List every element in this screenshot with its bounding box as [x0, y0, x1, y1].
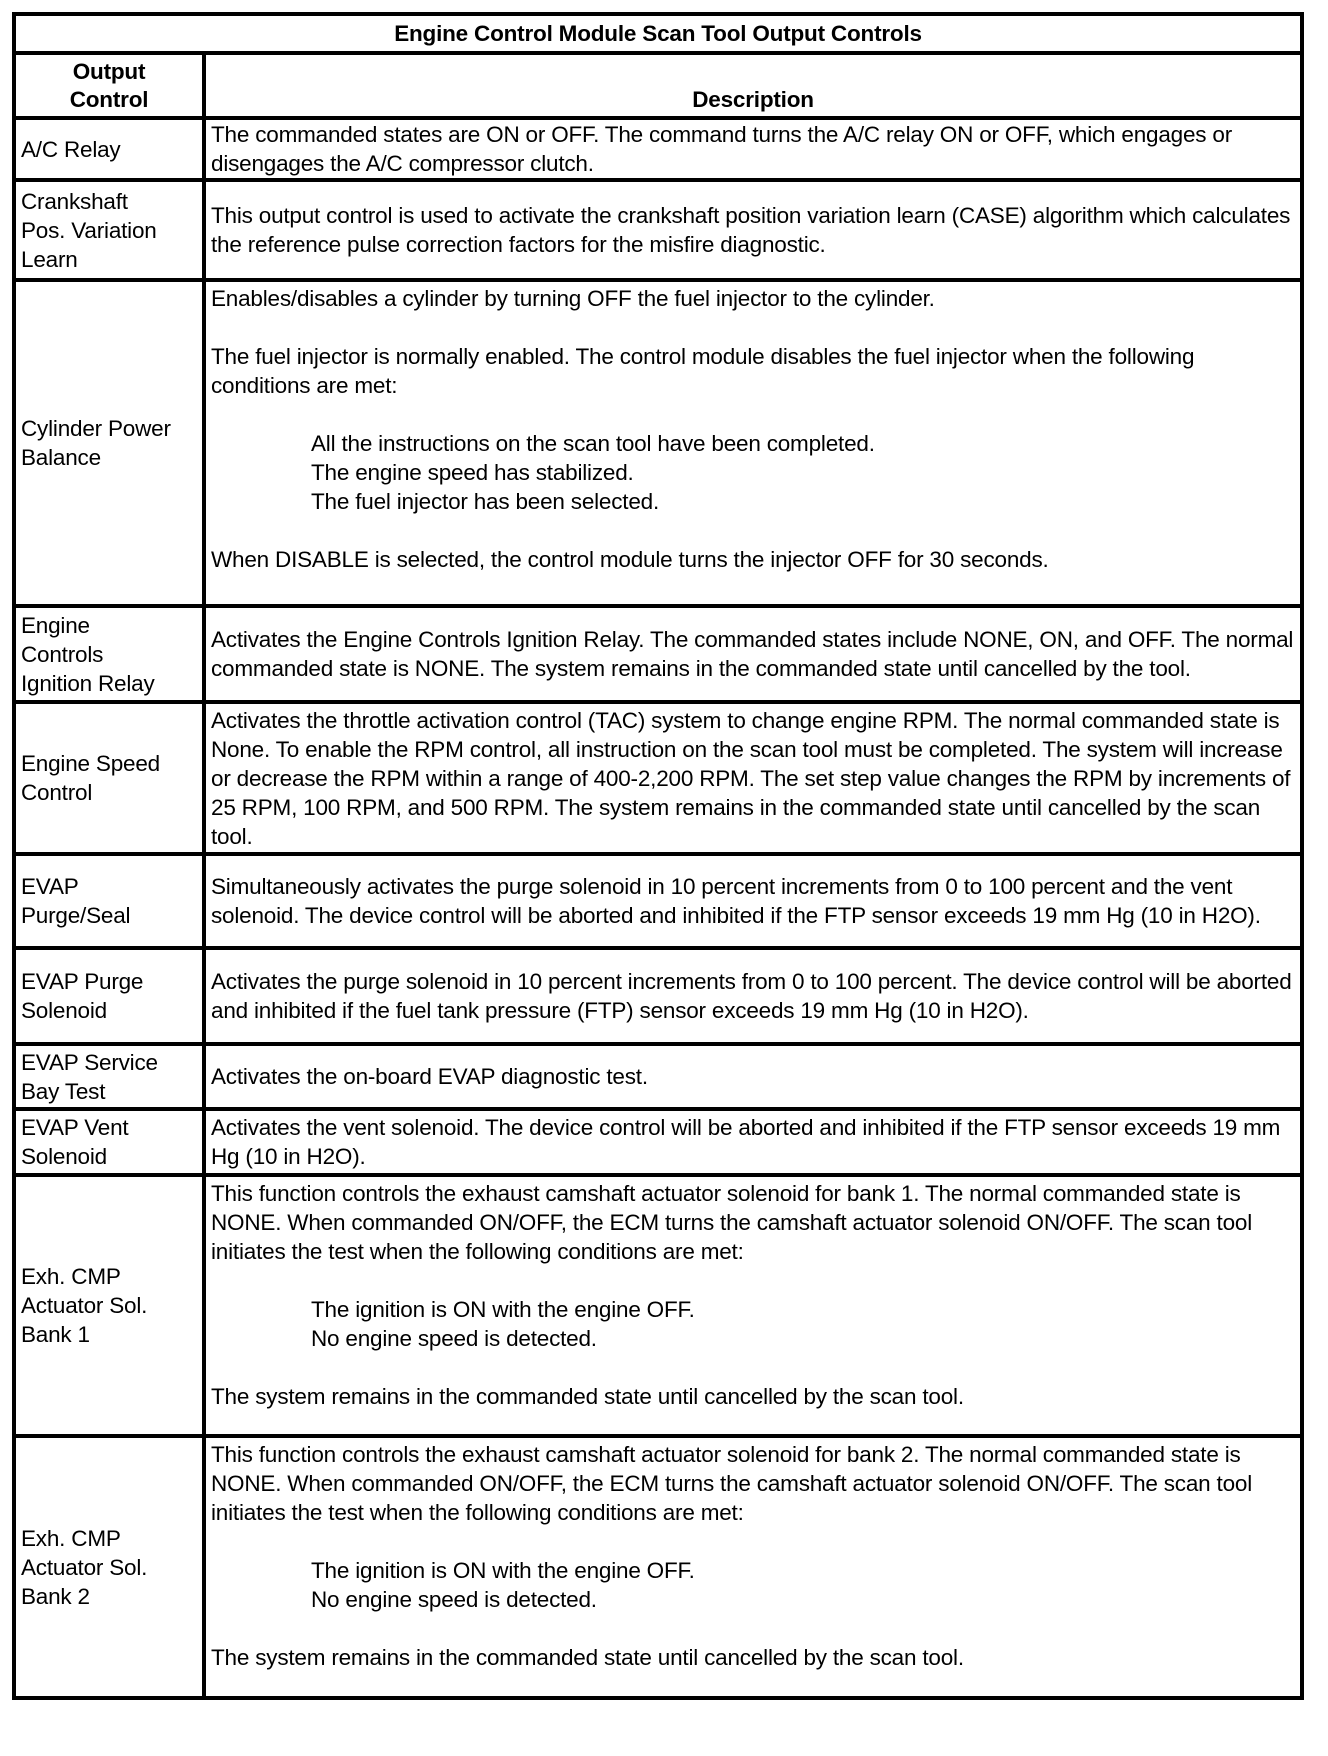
table-row: [14, 280, 1302, 606]
output-control-name: Engine Controls Ignition Relay: [14, 606, 204, 702]
table-title: Engine Control Module Scan Tool Output Controls: [14, 14, 1302, 53]
column-header-output-control: Output Control: [14, 53, 204, 118]
condition-item: The ignition is ON with the engine OFF.: [311, 1558, 695, 1583]
output-control-description: Activates the Engine Controls Ignition Relay. The commanded states include NONE, ON, and OFF. The normal commanded state is NONE. The system remains in the commanded state until cancelled by the tool.: [204, 606, 1302, 702]
table-row: [14, 948, 1302, 1044]
table-row: [14, 1175, 1302, 1436]
output-control-name: Exh. CMP Actuator Sol. Bank 1: [14, 1175, 204, 1436]
output-control-description: This function controls the exhaust camshaft actuator solenoid for bank 1. The normal commanded state is NONE. When commanded ON/OFF, the ECM turns the camshaft actuator solenoid ON/OFF. The scan tool initiates the test when the following conditions are met: The ignition is ON with the engine OFF. No engine speed is detected. The system remains in the commanded state until cancelled by the scan tool.: [204, 1175, 1302, 1436]
output-control-description: Activates the throttle activation control (TAC) system to change engine RPM. The normal commanded state is None. To enable the RPM control, all instruction on the scan tool must be completed. The system will increase or decrease the RPM within a range of 400-2,200 RPM. The set step value changes the RPM by increments of 25 RPM, 100 RPM, and 500 RPM. The system remains in the commanded state until cancelled by the scan tool.: [204, 702, 1302, 854]
output-control-description: Enables/disables a cylinder by turning OFF the fuel injector to the cylinder. The fuel injector is normally enabled. The control module disables the fuel injector when the following conditions are met: All the instructions on the scan tool have been completed. The engine speed has stabilized. The fuel injector has been selected. When DISABLE is selected, the control module turns the injector OFF for 30 seconds.: [204, 280, 1302, 606]
condition-item: All the instructions on the scan tool have been completed.: [311, 431, 875, 456]
output-control-name: EVAP Vent Solenoid: [14, 1109, 204, 1175]
table-row: [14, 1044, 1302, 1109]
table-row: [14, 606, 1302, 702]
output-control-description: Simultaneously activates the purge solenoid in 10 percent increments from 0 to 100 percent and the vent solenoid. The device control will be aborted and inhibited if the FTP sensor exceeds 19 mm Hg (10 in H2O).: [204, 854, 1302, 948]
output-control-name: A/C Relay: [14, 118, 204, 180]
table-row: [14, 702, 1302, 854]
output-controls-table: [12, 12, 1304, 1700]
output-control-description: Activates the purge solenoid in 10 percent increments from 0 to 100 percent. The device control will be aborted and inhibited if the fuel tank pressure (FTP) sensor exceeds 19 mm Hg (10 in H2O).: [204, 948, 1302, 1044]
output-control-name: Crankshaft Pos. Variation Learn: [14, 180, 204, 280]
condition-item: The ignition is ON with the engine OFF.: [311, 1297, 695, 1322]
condition-item: The engine speed has stabilized.: [311, 460, 634, 485]
table-row: [14, 1109, 1302, 1175]
column-header-row: [14, 53, 1302, 118]
output-control-name: EVAP Service Bay Test: [14, 1044, 204, 1109]
output-control-description: This output control is used to activate the crankshaft position variation learn (CASE) algorithm which calculates the reference pulse correction factors for the misfire diagnostic.: [204, 180, 1302, 280]
table-row: [14, 1436, 1302, 1698]
table-row: [14, 854, 1302, 948]
table-row: [14, 180, 1302, 280]
output-control-name: Engine Speed Control: [14, 702, 204, 854]
condition-list: [211, 1556, 1295, 1614]
table-row: [14, 118, 1302, 180]
output-control-description: Activates the vent solenoid. The device control will be aborted and inhibited if the FTP sensor exceeds 19 mm Hg (10 in H2O).: [204, 1109, 1302, 1175]
output-control-description: The commanded states are ON or OFF. The command turns the A/C relay ON or OFF, which engages or disengages the A/C compressor clutch.: [204, 118, 1302, 180]
output-control-name: EVAP Purge Solenoid: [14, 948, 204, 1044]
output-control-name: EVAP Purge/Seal: [14, 854, 204, 948]
condition-item: No engine speed is detected.: [311, 1587, 597, 1612]
condition-list: [211, 1295, 1295, 1353]
condition-item: The fuel injector has been selected.: [311, 489, 660, 514]
condition-item: No engine speed is detected.: [311, 1326, 597, 1351]
output-control-name: Exh. CMP Actuator Sol. Bank 2: [14, 1436, 204, 1698]
output-control-description: This function controls the exhaust camshaft actuator solenoid for bank 2. The normal commanded state is NONE. When commanded ON/OFF, the ECM turns the camshaft actuator solenoid ON/OFF. The scan tool initiates the test when the following conditions are met: The ignition is ON with the engine OFF. No engine speed is detected. The system remains in the commanded state until cancelled by the scan tool.: [204, 1436, 1302, 1698]
column-header-description: Description: [204, 53, 1302, 118]
output-control-name: Cylinder Power Balance: [14, 280, 204, 606]
table-title-row: [14, 14, 1302, 53]
condition-list: [211, 429, 1295, 516]
output-control-description: Activates the on-board EVAP diagnostic test.: [204, 1044, 1302, 1109]
